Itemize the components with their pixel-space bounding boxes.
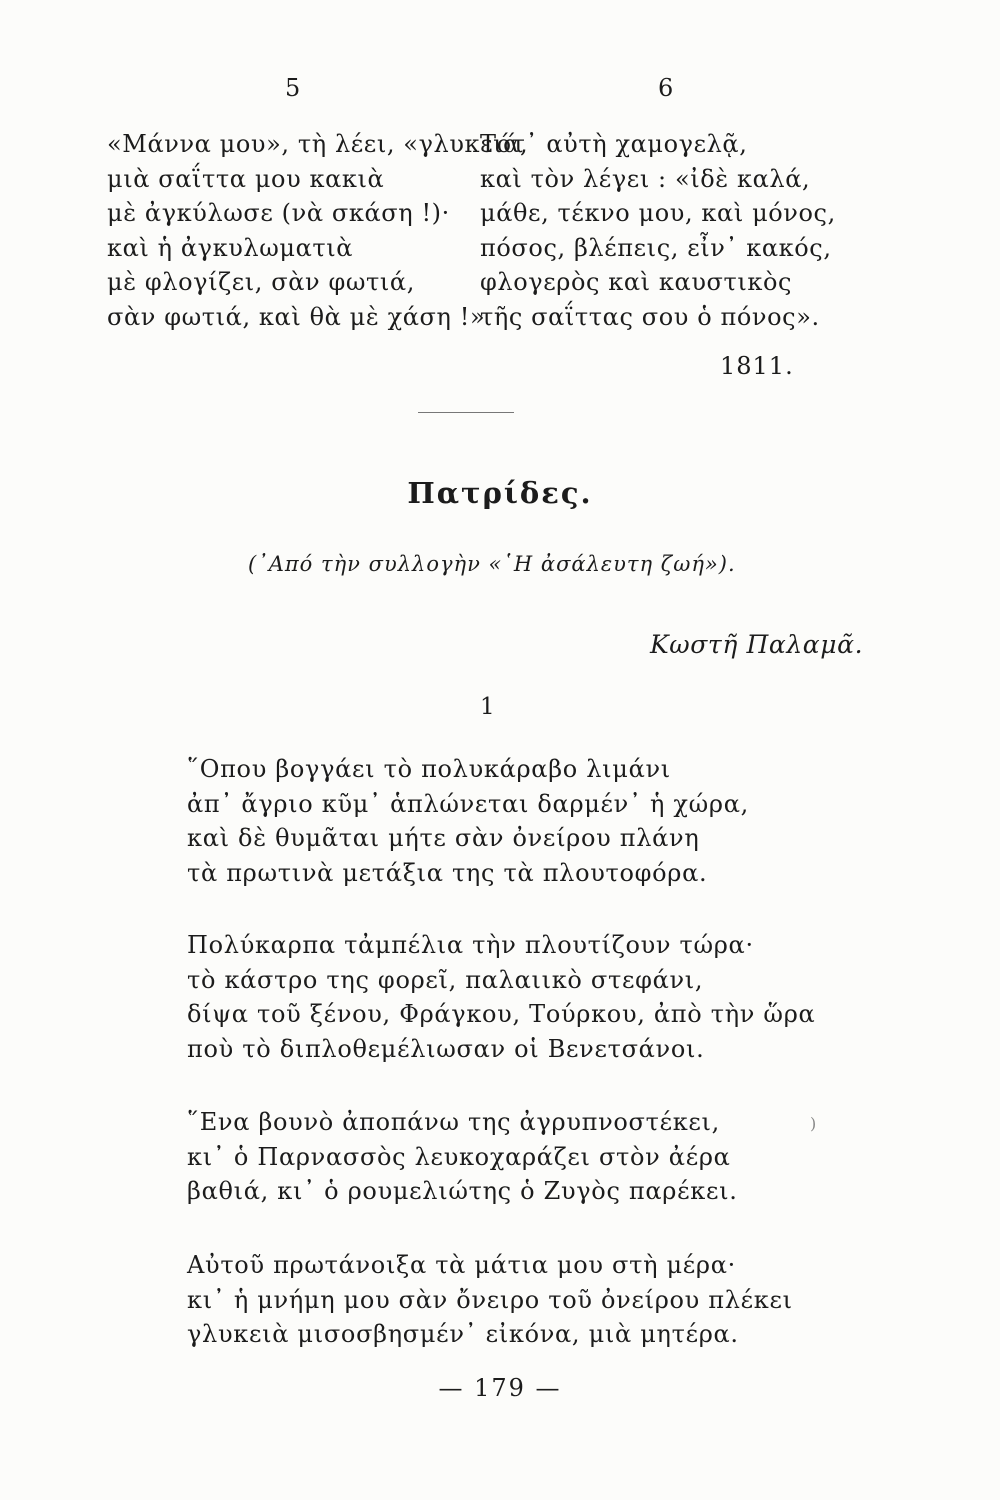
verse-line: τὰ πρωτινὰ μετάξια της τὰ πλουτοφόρα. <box>187 858 708 887</box>
verse-line: ἀπ᾽ ἄγριο κῦμ᾽ ἁπλώνεται δαρμέν᾽ ἡ χώρα, <box>187 789 749 818</box>
verse-line: γλυκειὰ μισοσβησμέν᾽ εἰκόνα, μιὰ μητέρα. <box>187 1320 739 1349</box>
verse-line: καὶ δὲ θυμᾶται μήτε σὰν ὀνείρου πλάνη <box>187 824 700 853</box>
verse-line: Αὐτοῦ πρωτάνοιξα τὰ μάτια μου στὴ μέρα· <box>187 1251 736 1279</box>
verse-line: τῆς σαΐττας σου ὁ πόνος». <box>480 302 820 331</box>
verse-line: φλογερὸς καὶ καυστικὸς <box>480 268 793 296</box>
poem-year: 1811. <box>720 352 794 380</box>
folio-page-number: — 179 — <box>438 1374 562 1402</box>
verse-line: ῞Ενα βουνὸ ἀποπάνω της ἀγρυπνοστέκει, <box>187 1108 720 1136</box>
verse-line: βαθιά, κι᾽ ὁ ρουμελιώτης ὁ Ζυγὸς παρέκει. <box>187 1177 738 1206</box>
verse-line: Τότ᾽ αὐτὴ χαμογελᾷ, <box>480 130 748 158</box>
verse-line: καὶ ἡ ἀγκυλωματιὰ <box>107 233 354 262</box>
stanza-4 <box>187 1248 793 1352</box>
page-number-right: 6 <box>658 74 675 102</box>
stanza-3 <box>187 1105 738 1209</box>
section-number: 1 <box>480 694 495 720</box>
verse-line: ποὺ τὸ διπλοθεμέλιωσαν οἱ Βενετσάνοι. <box>187 1034 705 1063</box>
verse-line: τὸ κάστρο της φορεῖ, παλαιικὸ στεφάνι, <box>187 965 704 994</box>
verse-line: πόσος, βλέπεις, εἶν᾽ κακός, <box>480 233 832 262</box>
verse-line: σὰν φωτιά, καὶ θὰ μὲ χάση !» <box>107 302 486 331</box>
poem-column-right <box>480 127 836 334</box>
verse-line: μὲ ἀγκύλωσε (νὰ σκάση !)· <box>107 199 450 227</box>
verse-line: μὲ φλογίζει, σὰν φωτιά, <box>107 268 415 296</box>
verse-line: μάθε, τέκνο μου, καὶ μόνος, <box>480 199 836 227</box>
verse-line: «Μάννα μου», τὴ λέει, «γλυκειά, <box>107 130 529 158</box>
verse-line: κι᾽ ἡ μνήμη μου σὰν ὄνειρο τοῦ ὀνείρου πλέκει <box>187 1285 793 1314</box>
verse-line: κι᾽ ὁ Παρνασσὸς λευκοχαράζει στὸν ἀέρα <box>187 1142 731 1171</box>
poem-author: Κωστῆ Παλαμᾶ. <box>650 630 864 659</box>
poem-source: (᾽Από τὴν συλλογὴν «῾Η ἀσάλευτη ζωή»). <box>248 552 736 576</box>
verse-line: καὶ τὸν λέγει : «ἰδὲ καλά, <box>480 164 811 193</box>
margin-mark: ) <box>810 1114 817 1133</box>
stanza-1 <box>187 752 749 890</box>
verse-line: μιὰ σαΐττα μου κακιὰ <box>107 164 385 193</box>
verse-line: ῞Οπου βογγάει τὸ πολυκάραβο λιμάνι <box>187 755 671 783</box>
page-number-left: 5 <box>285 74 302 102</box>
poem-column-left <box>107 127 528 334</box>
stanza-2 <box>187 928 815 1066</box>
verse-line: Πολύκαρπα τἀμπέλια τὴν πλουτίζουν τώρα· <box>187 931 754 959</box>
verse-line: δίψα τοῦ ξένου, Φράγκου, Τούρκου, ἀπὸ τὴν ὥρα <box>187 1000 816 1029</box>
section-divider <box>418 412 514 413</box>
poem-title: Πατρίδες. <box>407 476 593 510</box>
